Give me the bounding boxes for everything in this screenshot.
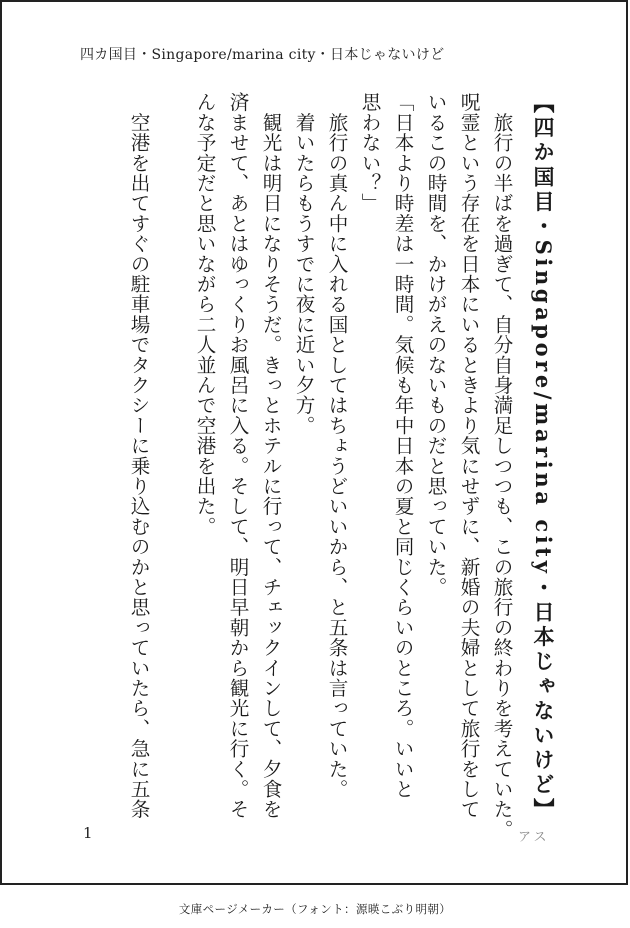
body-line: 呪霊という存在を日本にいるときより気にせずに、新婚の夫婦として旅行をして <box>457 92 480 820</box>
body-line: んな予定だと思いながら二人並んで空港を出た。 <box>193 92 216 537</box>
body-line: 思わない？」 <box>358 92 381 214</box>
running-head: 四カ国目・Singapore/marina city・日本じゃないけど <box>80 47 445 63</box>
footer-credit: 文庫ページメーカー（フォント：源暎こぶり明朝） <box>178 902 452 916</box>
author-name: アス <box>518 830 550 845</box>
chapter-heading: 【四か国目・Singapore/marina city・日本じゃないけど】 <box>531 92 556 823</box>
body-line: 空港を出てすぐの駐車場でタクシーに乗り込むのかと思っていたら、急に五条 <box>127 92 150 820</box>
body-line: 観光は明日になりそうだ。きっとホテルに行って、チェックインして、夕食を <box>259 92 282 820</box>
body-line: 旅行の半ばを過ぎて、自分自身満足しつつも、この旅行の終わりを考えていた。 <box>490 92 513 840</box>
body-line: 着いたらもうすでに夜に近い夕方。 <box>292 92 315 436</box>
body-line: いるこの時間を、かけがえのないものだと思っていた。 <box>424 92 447 597</box>
body-line: 「日本より時差は一時間。気候も年中日本の夏と同じくらいのところ。いいと <box>391 92 414 799</box>
page-number: 1 <box>83 824 93 842</box>
body-text <box>122 92 518 840</box>
body-line: 旅行の真ん中に入れる国としてはちょうどいいから、と五条は言っていた。 <box>325 92 348 799</box>
body-line <box>155 92 188 812</box>
body-line: 済ませて、あとはゆっくりお風呂に入る。そして、明日早朝から観光に行く。そ <box>226 92 249 820</box>
